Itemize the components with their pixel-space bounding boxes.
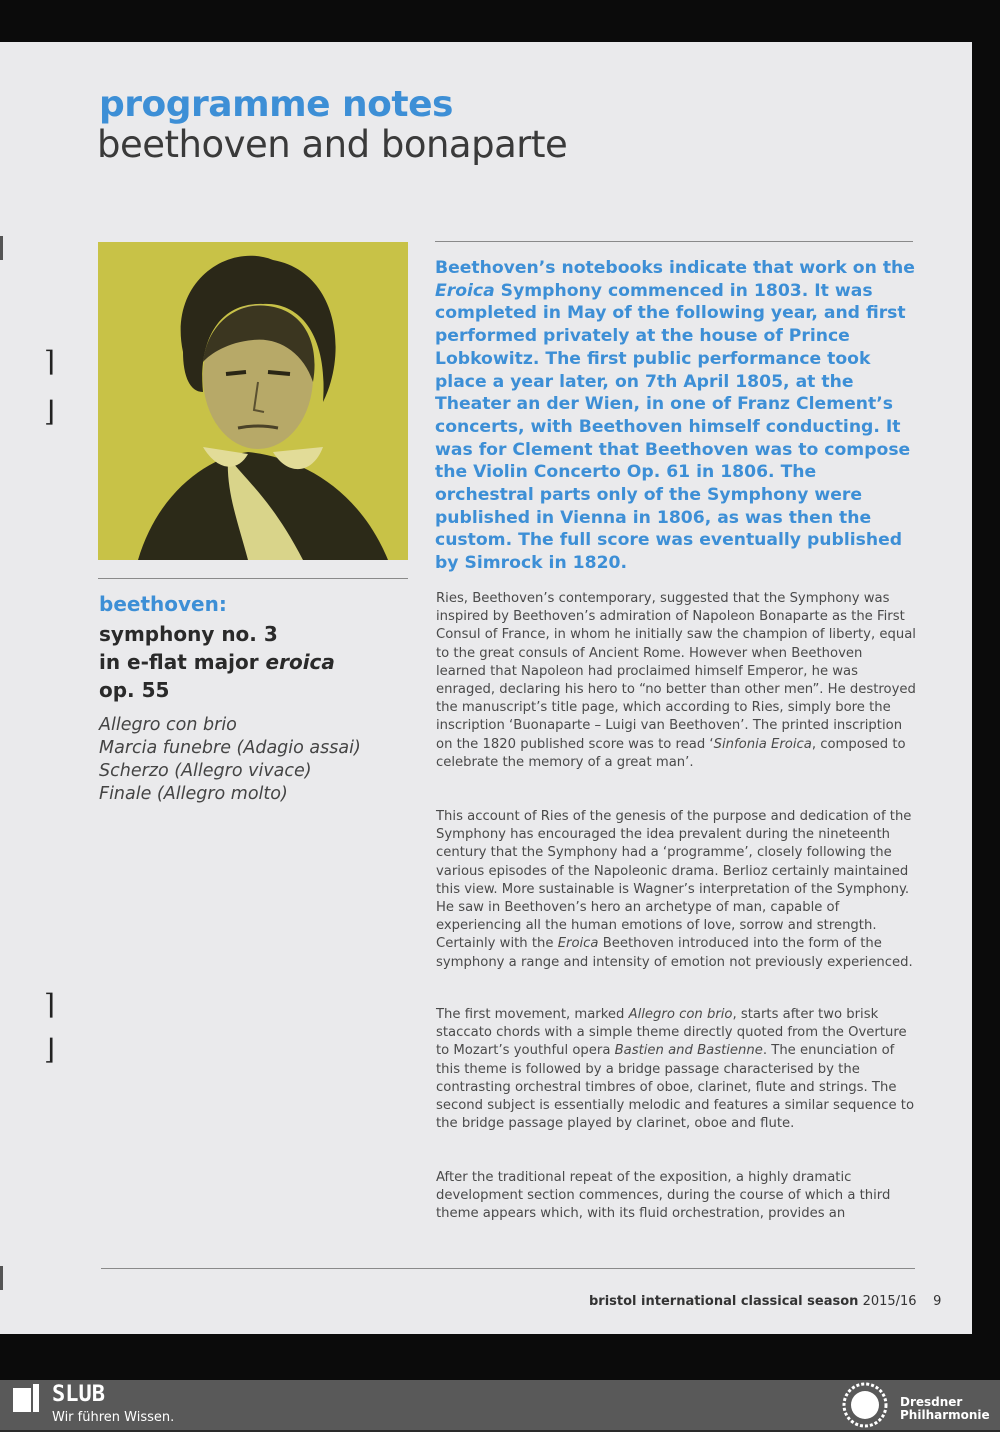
slub-logo-text: SLUB <box>52 1382 105 1407</box>
body-paragraph: After the traditional repeat of the exposition, a highly dramatic development section commences, during the course of which a third theme appears which, with its fluid orchestration, provides an <box>436 1170 891 1222</box>
body-paragraph: The first movement, marked Allegro con brio, starts after two brisk staccato chords with a simple theme directly quoted from the Overture to Mozart’s youthful opera Bastien and Bastienne. The enunciation of this theme is followed by a bridge passage characterised by the contrasting orchestral timbres of oboe, clarinet, flute and strings. The second subject is essentially melodic and features a similar sequence to the bridge passage played by clarinet, oboe and flute. <box>436 1007 915 1132</box>
work-title: symphony no. 3 in e-flat major eroica op. 55 <box>99 622 335 702</box>
intro-paragraph: Beethoven’s notebooks indicate that work on the Eroica Symphony commenced in 1803. It was completed in May of the following year, and first performed privately at the house of Prince Lobkowitz. The first public performance took place a year later, on 7th April 1805, at the Theater an der Wien, in one of Franz Clement’s concerts, with Beethoven himself conducting. It was for Clement that Beethoven was to compose the Violin Concerto Op. 61 in 1806. The orchestral parts only of the Symphony were published in Vienna in 1806, as was then the custom. The full score was eventually published by Simrock in 1820. <box>435 258 915 574</box>
slub-slogan: Wir führen Wissen. <box>52 1410 175 1425</box>
pencil-mark: ⌉ <box>44 988 55 1021</box>
binding-mark <box>0 236 3 260</box>
movements-list <box>99 714 361 806</box>
page-subtitle: beethoven and bonaparte <box>97 123 568 166</box>
divider <box>98 578 408 579</box>
pencil-mark: ⌋ <box>44 1033 55 1066</box>
movement-item: Finale (Allegro molto) <box>99 784 288 804</box>
page-footer: bristol international classical season 2015/16 9 <box>589 1294 942 1309</box>
movement-item: Marcia funebre (Adagio assai) <box>99 738 361 758</box>
body-paragraph: This account of Ries of the genesis of the purpose and dedication of the Symphony has encouraged the idea prevalent during the nineteenth century that the Symphony had a ‘programme’, closely following the various episodes of the Napoleonic drama. Berlioz certainly maintained this view. More sustainable is Wagner’s interpretation of the Symphony. He saw in Beethoven’s hero an archetype of man, capable of experiencing all the human emotions of love, sorrow and strength. Certainly with the Eroica Beethoven introduced into the form of the symphony a range and intensity of emotion not previously experienced. <box>436 809 913 970</box>
page-title: programme notes <box>99 84 453 125</box>
slub-book-icon <box>13 1384 39 1414</box>
divider <box>101 1268 915 1269</box>
page-number: 9 <box>933 1294 942 1309</box>
pencil-mark: ⌋ <box>44 395 55 428</box>
body-paragraph: Ries, Beethoven’s contemporary, suggested that the Symphony was inspired by Beethoven’s admiration of Napoleon Bonaparte as the First Consul of France, in whom he initially saw the champion of liberty, equal to the great consuls of Ancient Rome. However when Beethoven learned that Napoleon had proclaimed himself Emperor, he was enraged, declaring his hero to “no better than other men”. He destroyed the manuscript’s title page, which according to Ries, simply bore the inscription ‘Buonaparte – Luigi van Beethoven’. The printed inscription on the 1820 published score was to read ‘Sinfonia Eroica, composed to celebrate the memory of a great man’. <box>436 591 916 770</box>
dresdner-philharmonie-name: Dresdner Philharmonie <box>900 1395 990 1422</box>
movement-item: Allegro con brio <box>99 715 237 735</box>
dresdner-philharmonie-logo-icon <box>842 1382 888 1428</box>
binding-mark <box>0 1266 3 1290</box>
movement-item: Scherzo (Allegro vivace) <box>99 761 312 781</box>
pencil-mark: ⌉ <box>44 345 55 378</box>
work-composer: beethoven: <box>99 592 227 616</box>
divider <box>435 241 913 242</box>
beethoven-portrait-image <box>98 242 408 560</box>
